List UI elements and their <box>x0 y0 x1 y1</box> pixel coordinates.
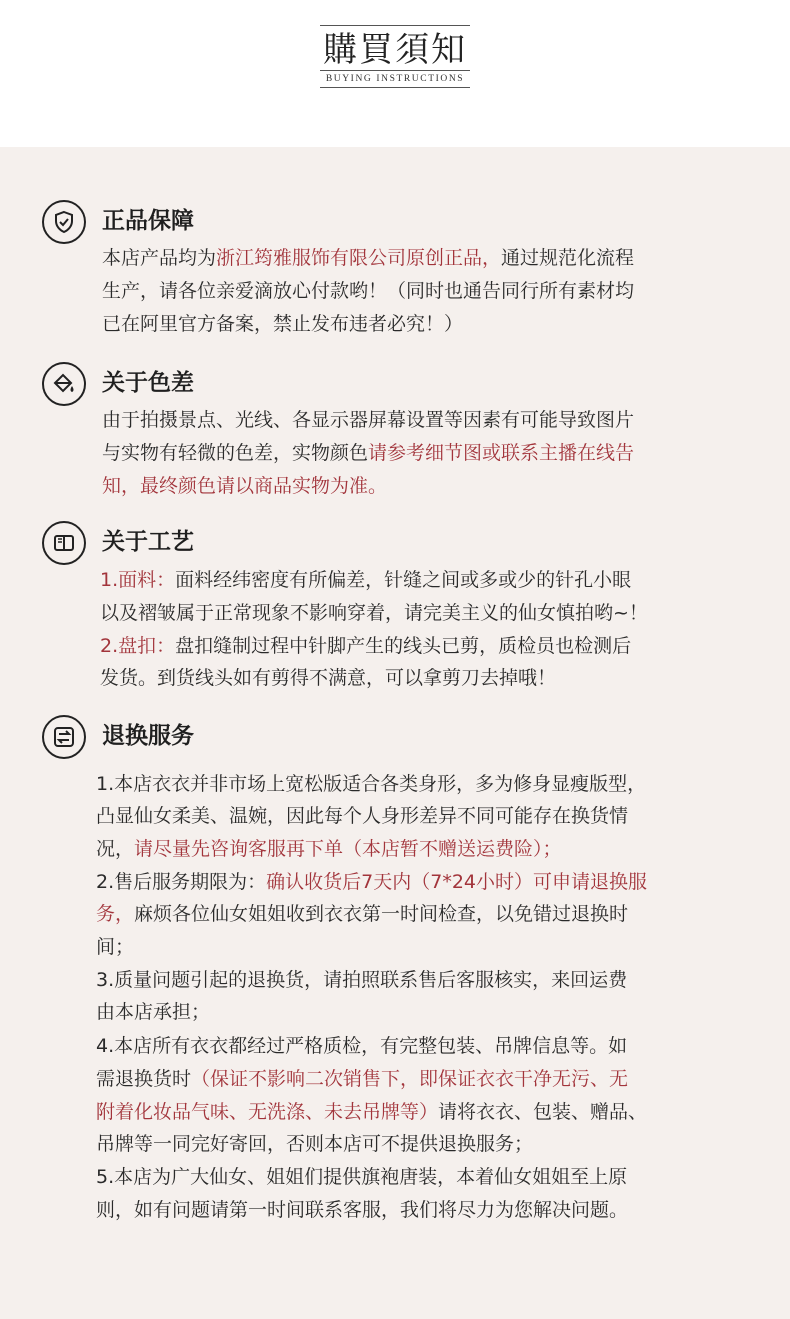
section-title-color: 关于色差 <box>102 369 194 396</box>
header <box>0 0 790 147</box>
text-line: 则，如有问题请第一时间联系客服，我们将尽力为您解决问题。 <box>96 1199 629 1221</box>
exchange-icon <box>42 715 86 759</box>
header-top-rule <box>320 25 470 26</box>
page-subtitle: BUYING INSTRUCTIONS <box>325 74 465 84</box>
text-line: 知，最终颜色请以商品实物为准。 <box>102 475 388 497</box>
shield-check-icon <box>42 200 86 244</box>
text-line: 由本店承担； <box>96 1001 211 1023</box>
header-bottom-rule <box>320 87 470 88</box>
text-line: 生产，请各位亲爱滴放心付款哟！（同时也通告同行所有素材均 <box>102 280 635 302</box>
text-line: 发货。到货线头如有剪得不满意，可以拿剪刀去掉哦！ <box>100 667 557 689</box>
section-title-return: 退换服务 <box>102 722 194 749</box>
text-line: 5.本店为广大仙女、姐姐们提供旗袍唐装，本着仙女姐姐至上原 <box>96 1166 628 1188</box>
paint-bucket-icon <box>42 362 86 406</box>
section-title-craft: 关于工艺 <box>102 528 194 555</box>
book-icon <box>42 521 86 565</box>
text-line: 2.盘扣：盘扣缝制过程中针脚产生的线头已剪，质检员也检测后 <box>100 635 632 657</box>
header-mid-rule <box>320 70 470 71</box>
text-line: 与实物有轻微的色差，实物颜色请参考细节图或联系主播在线告 <box>102 442 635 464</box>
text-line: 4.本店所有衣衣都经过严格质检，有完整包装、吊牌信息等。如 <box>96 1035 628 1057</box>
text-line: 务，麻烦各位仙女姐姐收到衣衣第一时间检查，以免错过退换时 <box>96 903 629 925</box>
text-line: 1.面料：面料经纬密度有所偏差，针缝之间或多或少的针孔小眼 <box>100 569 632 591</box>
text-line: 附着化妆品气味、无洗涤、未去吊牌等）请将衣衣、包装、赠品、 <box>96 1101 648 1123</box>
text-line: 以及褶皱属于正常现象不影响穿着，请完美主义的仙女慎拍哟~！ <box>100 602 648 624</box>
text-line: 本店产品均为浙江筠雅服饰有限公司原创正品，通过规范化流程 <box>102 247 635 269</box>
text-line: 2.售后服务期限为：确认收货后7天内（7*24小时）可申请退换服 <box>96 871 647 893</box>
text-line: 吊牌等一同完好寄回，否则本店可不提供退换服务； <box>96 1133 534 1155</box>
text-line: 况，请尽量先咨询客服再下单（本店暂不赠送运费险）； <box>96 838 562 860</box>
text-line: 需退换货时（保证不影响二次销售下，即保证衣衣干净无污、无 <box>96 1068 629 1090</box>
text-line: 凸显仙女柔美、温婉，因此每个人身形差异不同可能存在换货情 <box>96 805 629 827</box>
text-line: 3.质量问题引起的退换货，请拍照联系售后客服核实，来回运费 <box>96 969 628 991</box>
text-line: 已在阿里官方备案，禁止发布违者必究！） <box>102 313 464 335</box>
text-line: 1.本店衣衣并非市场上宽松版适合各类身形，多为修身显瘦版型， <box>96 773 647 795</box>
page-title: 購買須知 <box>323 30 467 70</box>
section-title-authentic: 正品保障 <box>102 207 194 234</box>
text-line: 间； <box>96 936 135 958</box>
text-line: 由于拍摄景点、光线、各显示器屏幕设置等因素有可能导致图片 <box>102 409 635 431</box>
